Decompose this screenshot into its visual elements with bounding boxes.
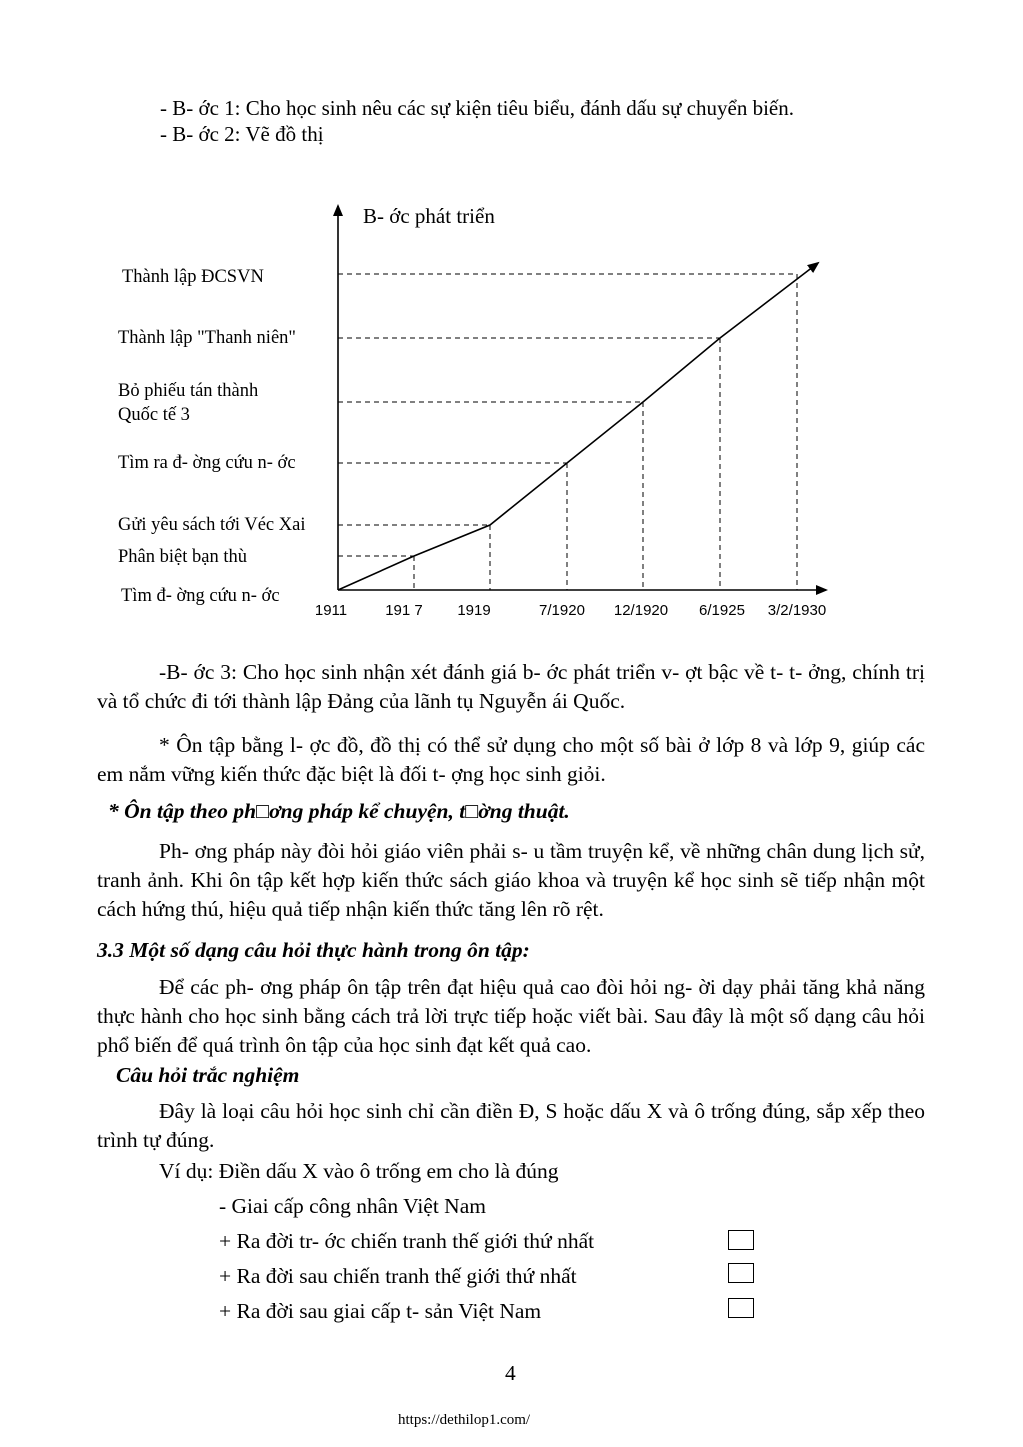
y-tick-label: Thành lập "Thanh niên" xyxy=(118,328,296,348)
example-text: Ví dụ: Điền dấu X vào ô trống em cho là đúng xyxy=(159,1159,559,1183)
step-2-text: - B- ớc 2: Vẽ đồ thị xyxy=(160,122,324,146)
x-tick-label: 1911 xyxy=(314,602,348,619)
y-tick-label: Thành lập ĐCSVN xyxy=(122,267,264,287)
x-tick-label: 3/2/1930 xyxy=(767,602,827,619)
x-tick-label: 6/1925 xyxy=(699,602,745,619)
y-tick-label: Gửi yêu sách tới Véc Xai xyxy=(118,515,306,535)
page-number: 4 xyxy=(505,1361,516,1385)
development-chart xyxy=(0,0,1023,640)
heading-story-method: * Ôn tập theo ph□ơng pháp kể chuyện, t□ờng thuật. xyxy=(108,799,570,823)
y-tick-label: Bỏ phiếu tán thành xyxy=(118,381,259,401)
section-3-3-paragraph xyxy=(97,973,925,1060)
review-map-text: * Ôn tập bằng l- ợc đồ, đồ thị có thể sử dụng cho một số bài ở lớp 8 và lớp 9, giúp các em nắm vững kiến thức đặc biệt là đối t- ợng học sinh giỏi. xyxy=(97,733,925,786)
x-tick-label: 12/1920 xyxy=(613,602,669,619)
review-map-paragraph xyxy=(97,731,925,789)
quiz-text: Đây là loại câu hỏi học sinh chỉ cần điền Đ, S hoặc dấu X và ô trống đúng, sắp xếp theo trình tự đúng. xyxy=(97,1099,925,1152)
y-tick-label: Tìm đ- ờng cứu n- ớc xyxy=(121,586,280,606)
footer-url[interactable]: https://dethilop1.com/ xyxy=(398,1412,531,1428)
section-3-3-text: Để các ph- ơng pháp ôn tập trên đạt hiệu quả cao đòi hỏi ng- ời dạy phải tăng khả năng thực hành cho học sinh bằng cách trả lời trực tiếp hoặc viết bài. Sau đây là một số dạng câu hỏi phổ biến để quá trình ôn tập của học sinh đạt kết quả cao. xyxy=(97,975,925,1057)
step-3-paragraph xyxy=(97,658,925,716)
step-3-text: -B- ớc 3: Cho học sinh nhận xét đánh giá b- ớc phát triển v- ợt bậc về t- t- ởng, chính trị và tổ chức đi tới thành lập Đảng của lãnh tụ Nguyễn ái Quốc. xyxy=(97,660,925,713)
progress-line xyxy=(338,263,818,590)
quiz-checkbox-2[interactable] xyxy=(728,1263,754,1283)
section-3-3-heading: 3.3 Một số dạng câu hỏi thực hành trong ôn tập: xyxy=(97,938,530,962)
quiz-option-1: + Ra đời tr- ớc chiến tranh thế giới thứ nhất xyxy=(219,1229,595,1253)
x-tick-label: 7/1920 xyxy=(539,602,585,619)
quiz-checkbox-3[interactable] xyxy=(728,1298,754,1318)
step-1-text: - B- ớc 1: Cho học sinh nêu các sự kiện tiêu biểu, đánh dấu sự chuyển biến. xyxy=(160,96,794,120)
quiz-paragraph xyxy=(97,1097,925,1155)
x-tick-label: 1919 xyxy=(457,602,491,619)
quiz-option-3: + Ra đời sau giai cấp t- sản Việt Nam xyxy=(219,1299,542,1323)
quiz-subject: - Giai cấp công nhân Việt Nam xyxy=(219,1194,486,1218)
story-paragraph xyxy=(97,837,925,924)
quiz-option-2: + Ra đời sau chiến tranh thế giới thứ nhất xyxy=(219,1264,577,1288)
y-tick-label: Tìm ra đ- ờng cứu n- ớc xyxy=(118,453,296,473)
y-axis-title: B- ớc phát triển xyxy=(363,204,495,228)
x-tick-label: 191 7 xyxy=(385,602,423,619)
quiz-heading: Câu hỏi trắc nghiệm xyxy=(116,1063,300,1087)
y-tick-label: Quốc tế 3 xyxy=(118,405,190,425)
y-tick-label: Phân biệt bạn thù xyxy=(118,547,247,567)
quiz-checkbox-1[interactable] xyxy=(728,1230,754,1250)
story-text: Ph- ơng pháp này đòi hỏi giáo viên phải s- u tầm truyện kể, về những chân dung lịch sử, tranh ảnh. Khi ôn tập kết hợp kiến thức sách giáo khoa và truyện kể học sinh sẽ tiếp nhận một cách hứng thú, hiệu quả tiếp nhận kiến thức tăng lên rõ rệt. xyxy=(97,839,925,921)
